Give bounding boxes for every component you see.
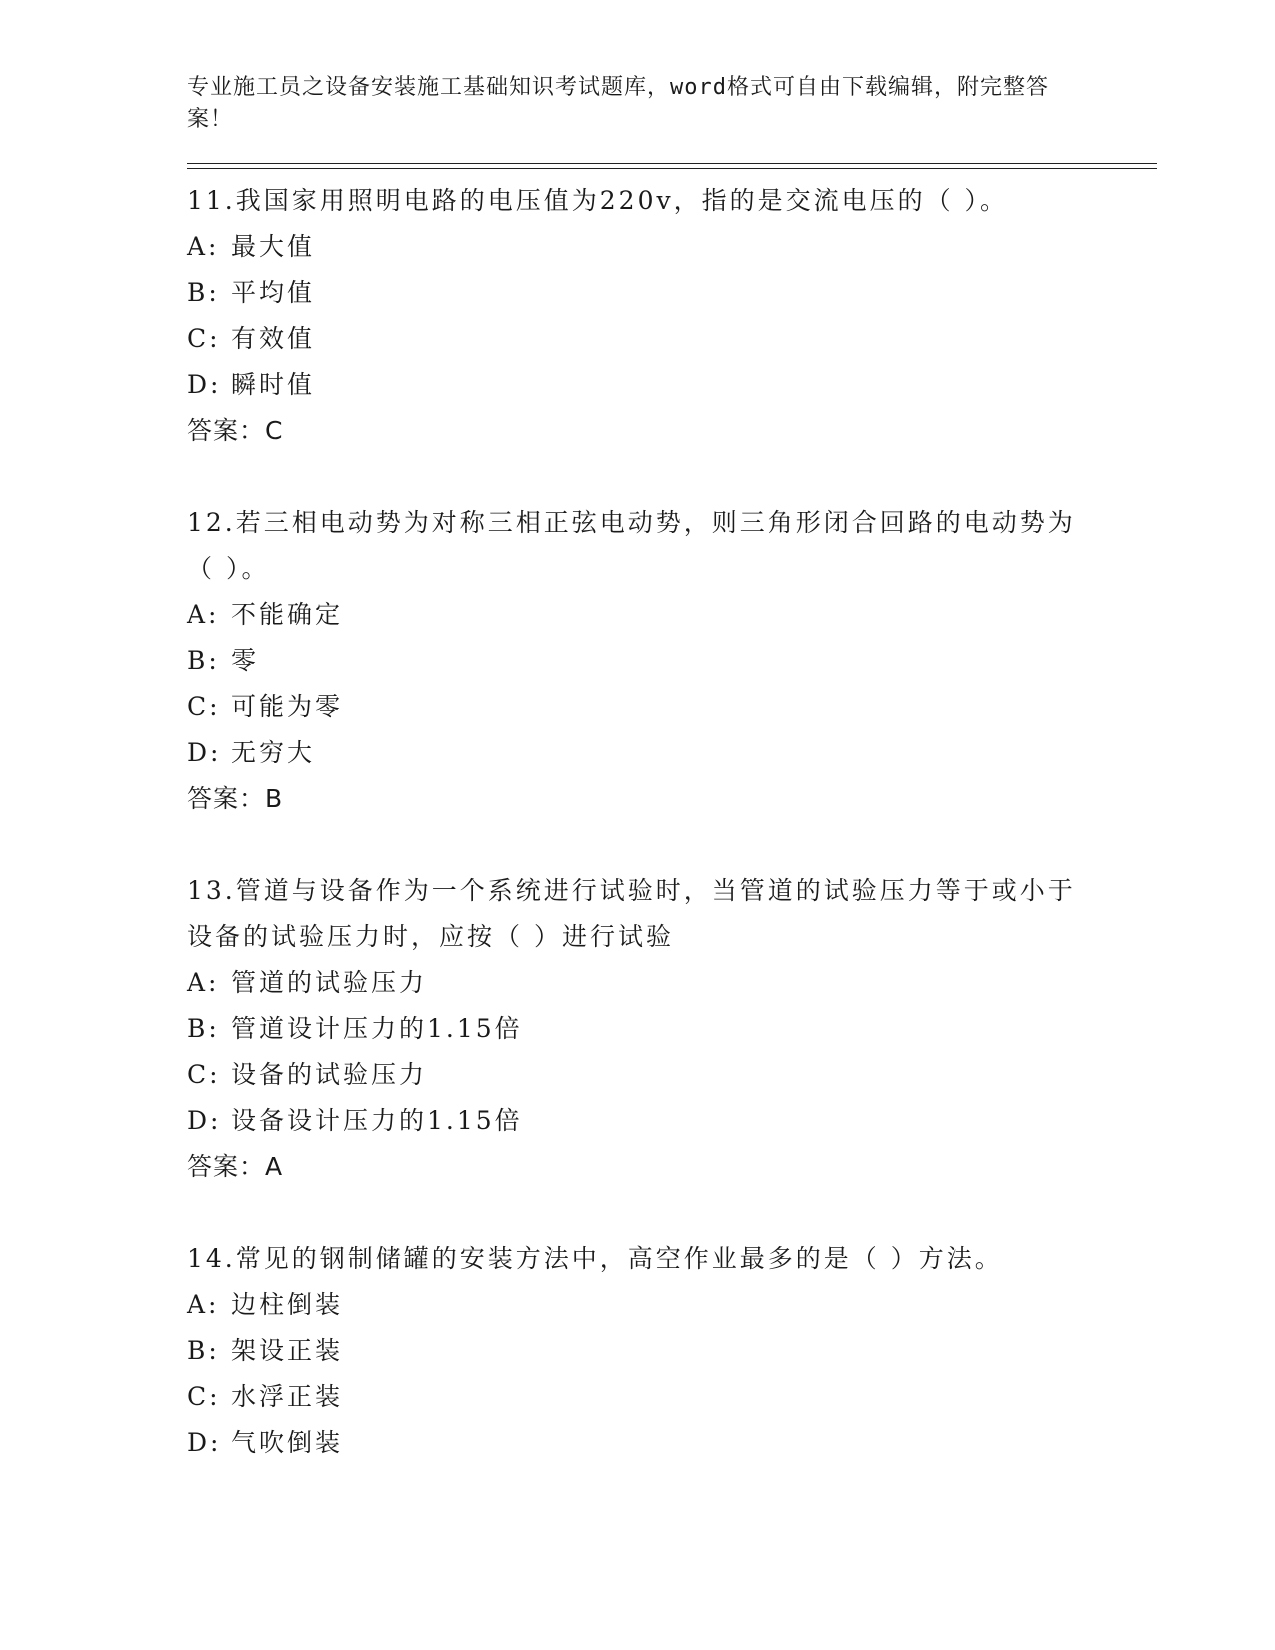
option-c xyxy=(187,684,1157,730)
option-d xyxy=(187,730,1157,776)
answer-line: 答案：B xyxy=(187,784,284,813)
answer-line: 答案：C xyxy=(187,416,284,445)
option-label: B: xyxy=(187,646,220,675)
option-a xyxy=(187,960,1157,1006)
option-b xyxy=(187,270,1157,316)
option-label: C: xyxy=(187,324,221,353)
option-label: D: xyxy=(187,370,222,399)
option-text: 最大值 xyxy=(231,232,316,261)
option-text: 水浮正装 xyxy=(231,1382,344,1411)
page-header: 专业施工员之设备安装施工基础知识考试题库，word格式可自由下载编辑，附完整答案！ xyxy=(187,75,1049,132)
document-page xyxy=(187,72,1157,1512)
option-a xyxy=(187,592,1157,638)
question-stem: 14.常见的钢制储罐的安装方法中，高空作业最多的是（ ）方法。 xyxy=(187,1244,1003,1273)
option-label: D: xyxy=(187,1428,222,1457)
option-text: 设备的试验压力 xyxy=(231,1060,428,1089)
option-label: B: xyxy=(187,1336,220,1365)
option-text: 气吹倒装 xyxy=(231,1428,344,1457)
option-text: 有效值 xyxy=(231,324,316,353)
question-stem: 13.管道与设备作为一个系统进行试验时，当管道的试验压力等于或小于设备的试验压力时，应按（ ）进行试验 xyxy=(187,876,1076,951)
question-item xyxy=(187,1236,1157,1466)
option-label: A: xyxy=(187,232,220,261)
option-label: C: xyxy=(187,1382,221,1411)
option-d xyxy=(187,1098,1157,1144)
option-a xyxy=(187,224,1157,270)
option-label: B: xyxy=(187,278,220,307)
option-label: D: xyxy=(187,738,222,767)
option-text: 管道的试验压力 xyxy=(231,968,428,997)
question-item xyxy=(187,500,1157,822)
option-text: 瞬时值 xyxy=(231,370,316,399)
option-c xyxy=(187,1374,1157,1420)
option-d xyxy=(187,362,1157,408)
option-label: D: xyxy=(187,1106,222,1135)
header-divider xyxy=(187,163,1157,169)
option-b xyxy=(187,638,1157,684)
option-label: B: xyxy=(187,1014,220,1043)
option-c xyxy=(187,1052,1157,1098)
option-text: 架设正装 xyxy=(231,1336,344,1365)
option-text: 零 xyxy=(231,646,260,675)
question-item xyxy=(187,178,1157,454)
option-b xyxy=(187,1006,1157,1052)
option-label: A: xyxy=(187,600,220,629)
option-label: C: xyxy=(187,1060,221,1089)
option-text: 平均值 xyxy=(231,278,316,307)
answer-line: 答案：A xyxy=(187,1152,284,1181)
option-a xyxy=(187,1282,1157,1328)
option-label: C: xyxy=(187,692,221,721)
option-text: 可能为零 xyxy=(231,692,344,721)
question-stem: 11.我国家用照明电路的电压值为220v，指的是交流电压的（ ）。 xyxy=(187,186,1009,215)
option-text: 边柱倒装 xyxy=(231,1290,344,1319)
option-text: 无穷大 xyxy=(231,738,316,767)
option-c xyxy=(187,316,1157,362)
option-b xyxy=(187,1328,1157,1374)
option-label: A: xyxy=(187,968,220,997)
question-list xyxy=(187,178,1157,1466)
option-d xyxy=(187,1420,1157,1466)
question-item xyxy=(187,868,1157,1190)
option-text: 设备设计压力的1.15倍 xyxy=(231,1106,523,1135)
option-text: 不能确定 xyxy=(231,600,344,629)
question-stem: 12.若三相电动势为对称三相正弦电动势，则三角形闭合回路的电动势为（ ）。 xyxy=(187,508,1076,583)
option-text: 管道设计压力的1.15倍 xyxy=(231,1014,523,1043)
option-label: A: xyxy=(187,1290,220,1319)
